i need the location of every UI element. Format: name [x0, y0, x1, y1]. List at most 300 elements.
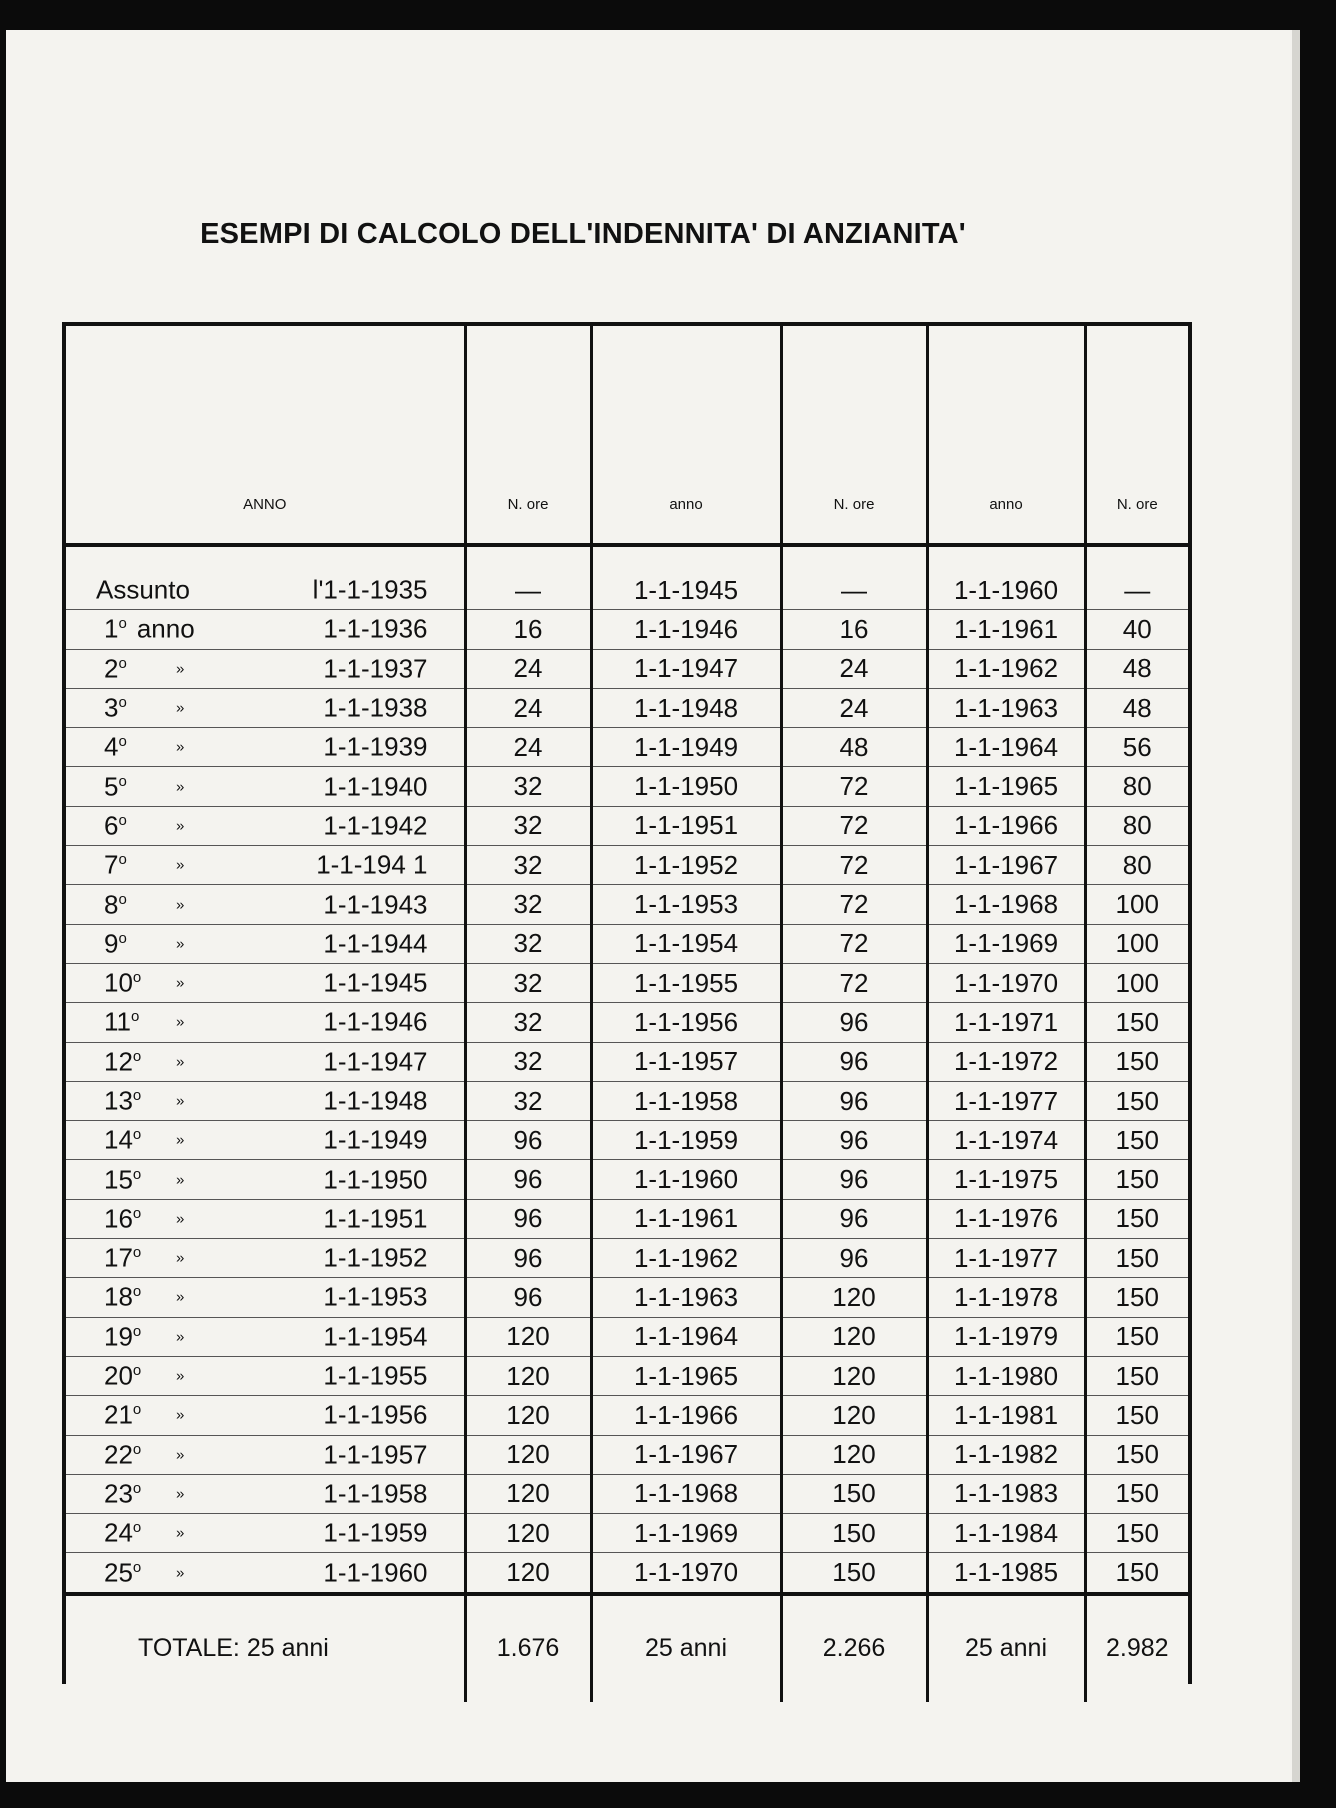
hours-cell-3: 80: [1085, 806, 1188, 845]
ditto-mark: »: [176, 699, 185, 717]
ditto-mark: »: [176, 1485, 185, 1503]
table-row: [66, 1396, 1188, 1435]
year-ordinal: [104, 771, 127, 802]
ordinal-sup: o: [118, 615, 127, 633]
date-cell-3: 1-1-1967: [927, 846, 1085, 885]
date-cell-3: 1-1-1961: [927, 610, 1085, 649]
ordinal-number: 12: [104, 1046, 133, 1077]
table-row: [66, 1042, 1188, 1081]
ditto-mark: »: [176, 856, 185, 874]
year-date: 1-1-1949: [323, 1124, 428, 1155]
ditto-mark: »: [176, 1446, 185, 1464]
ordinal-number: 22: [104, 1439, 133, 1470]
table-row: [66, 1356, 1188, 1395]
hours-cell-1: 120: [465, 1553, 591, 1594]
year-ordinal: [104, 889, 127, 920]
hours-cell-2: 72: [781, 806, 927, 845]
table-row: [66, 1435, 1188, 1474]
year-ordinal: [104, 968, 141, 999]
date-cell-3: 1-1-1980: [927, 1356, 1085, 1395]
date-cell-2: 1-1-1947: [591, 649, 781, 688]
hours-cell-1: 96: [465, 1239, 591, 1278]
ditto-mark: »: [176, 1249, 185, 1267]
table-row: [66, 806, 1188, 845]
year-cell: [66, 1042, 465, 1081]
header-ore-3: N. ore: [1085, 326, 1188, 545]
ordinal-number: 20: [104, 1360, 133, 1391]
hours-cell-3: 100: [1085, 885, 1188, 924]
year-ordinal: [104, 1282, 141, 1313]
ordinal-number: 19: [104, 1321, 133, 1352]
ordinal-sup: o: [132, 1047, 142, 1065]
ordinal-sup: o: [132, 1165, 142, 1183]
date-cell-3: 1-1-1968: [927, 885, 1085, 924]
ordinal-number: 2: [104, 653, 119, 684]
date-cell-2: 1-1-1966: [591, 1396, 781, 1435]
ordinal-sup: o: [132, 1322, 142, 1340]
table-row: [66, 649, 1188, 688]
date-cell-3: 1-1-1981: [927, 1396, 1085, 1435]
date-cell-2: 1-1-1951: [591, 806, 781, 845]
ordinal-sup: o: [132, 1519, 142, 1537]
hours-cell-2: 96: [781, 1081, 927, 1120]
year-ordinal: [104, 1046, 141, 1077]
year-ordinal: [104, 653, 127, 684]
date-cell-3: 1-1-1966: [927, 806, 1085, 845]
hours-cell-1: 96: [465, 1121, 591, 1160]
hours-cell-3: 150: [1085, 1121, 1188, 1160]
ordinal-number: 6: [104, 810, 119, 841]
ordinal-sup: o: [132, 1244, 142, 1262]
date-cell-2: 1-1-1968: [591, 1474, 781, 1513]
hours-cell-1: 32: [465, 1081, 591, 1120]
header-ore-1: N. ore: [465, 326, 591, 545]
hours-cell-1: 32: [465, 1042, 591, 1081]
table-row: [66, 1081, 1188, 1120]
date-cell-2: 1-1-1952: [591, 846, 781, 885]
ordinal-number: 1: [104, 613, 119, 644]
ordinal-sup: o: [131, 1008, 140, 1026]
year-date: 1-1-1952: [323, 1242, 428, 1273]
hours-cell-3: 150: [1085, 1474, 1188, 1513]
ordinal-number: 21: [104, 1399, 133, 1430]
ditto-mark: »: [176, 1210, 185, 1228]
year-ordinal: [104, 1203, 141, 1234]
ditto-mark: »: [176, 738, 185, 756]
ditto-mark: »: [176, 1053, 185, 1071]
date-cell-3: 1-1-1977: [927, 1239, 1085, 1278]
ordinal-number: 8: [104, 889, 119, 920]
year-ordinal: [104, 1361, 141, 1392]
hours-cell-3: 80: [1085, 767, 1188, 806]
year-cell: [66, 1474, 465, 1513]
date-cell-3: 1-1-1963: [927, 688, 1085, 727]
date-cell-3: 1-1-1979: [927, 1317, 1085, 1356]
totals-ore-1: 1.676: [465, 1594, 591, 1702]
hours-cell-3: 100: [1085, 924, 1188, 963]
ditto-mark: »: [176, 1013, 185, 1031]
row-label: Assunto: [96, 574, 190, 605]
year-ordinal: [104, 1518, 141, 1549]
hours-cell-3: 150: [1085, 1239, 1188, 1278]
year-ordinal: [104, 850, 127, 881]
ordinal-number: 23: [104, 1478, 133, 1509]
table-row: [66, 1003, 1188, 1042]
hours-cell-2: 96: [781, 1199, 927, 1238]
hours-cell-1: 32: [465, 767, 591, 806]
year-ordinal: [104, 1321, 141, 1352]
year-cell: [66, 728, 465, 767]
header-anno: ANNO: [66, 326, 465, 545]
hours-cell-1: 120: [465, 1474, 591, 1513]
hours-cell-2: 150: [781, 1474, 927, 1513]
ordinal-number: 13: [104, 1085, 133, 1116]
year-date: 1-1-1953: [323, 1281, 428, 1312]
hours-cell-1: 32: [465, 885, 591, 924]
year-ordinal: [104, 1243, 141, 1274]
totals-period-3: 25 anni: [927, 1594, 1085, 1702]
year-cell: [66, 1514, 465, 1553]
hours-cell-1: 32: [465, 806, 591, 845]
year-ordinal: [104, 1007, 139, 1038]
hours-cell-2: 24: [781, 649, 927, 688]
hours-cell-3: 150: [1085, 1081, 1188, 1120]
hours-cell-2: 120: [781, 1317, 927, 1356]
ordinal-sup: o: [132, 1086, 142, 1104]
ditto-mark: »: [176, 1367, 185, 1385]
totals-ore-2: 2.266: [781, 1594, 927, 1702]
ordinal-sup: o: [132, 1204, 142, 1222]
year-date: 1-1-1951: [323, 1203, 428, 1234]
ditto-mark: »: [176, 935, 185, 953]
ordinal-sup: o: [132, 1479, 142, 1497]
ordinal-sup: o: [132, 1126, 142, 1144]
year-date: 1-1-1946: [323, 1006, 428, 1037]
hours-cell-1: 16: [465, 610, 591, 649]
hours-cell-3: 56: [1085, 728, 1188, 767]
date-cell-2: 1-1-1946: [591, 610, 781, 649]
hours-cell-1: 96: [465, 1199, 591, 1238]
hours-cell-2: 96: [781, 1042, 927, 1081]
year-ordinal: [104, 732, 127, 763]
ordinal-number: 15: [104, 1164, 133, 1195]
ordinal-number: 7: [104, 849, 119, 880]
hours-cell-1: 32: [465, 924, 591, 963]
totals-label: TOTALE: 25 anni: [66, 1594, 465, 1702]
hours-cell-3: 150: [1085, 1278, 1188, 1317]
ordinal-sup: o: [118, 851, 127, 869]
hours-cell-2: 96: [781, 1239, 927, 1278]
table-row: [66, 885, 1188, 924]
year-date: 1-1-1938: [323, 692, 428, 723]
ordinal-number: 10: [104, 967, 133, 998]
ordinal-number: 16: [104, 1203, 133, 1234]
ditto-mark: »: [176, 1524, 185, 1542]
year-date: 1-1-1950: [323, 1164, 428, 1195]
hours-cell-1: 120: [465, 1396, 591, 1435]
year-date: 1-1-1947: [323, 1046, 428, 1077]
year-ordinal: [104, 1086, 141, 1117]
year-ordinal: [104, 614, 195, 645]
year-cell: [66, 1239, 465, 1278]
hours-cell-3: 150: [1085, 1160, 1188, 1199]
year-date: 1-1-1956: [323, 1399, 428, 1430]
year-cell: [66, 1317, 465, 1356]
hours-cell-3: 40: [1085, 610, 1188, 649]
hours-cell-1: 32: [465, 1003, 591, 1042]
ordinal-sup: o: [132, 968, 142, 986]
date-cell-3: 1-1-1975: [927, 1160, 1085, 1199]
year-cell: [66, 1396, 465, 1435]
hours-cell-1: 24: [465, 728, 591, 767]
hours-cell-2: 72: [781, 885, 927, 924]
hours-cell-3: 48: [1085, 688, 1188, 727]
ordinal-sup: o: [118, 733, 127, 751]
hours-cell-1: 24: [465, 649, 591, 688]
year-cell: [66, 1199, 465, 1238]
hours-cell-2: 72: [781, 767, 927, 806]
year-date: 1-1-1954: [323, 1321, 428, 1352]
hours-cell-1: 96: [465, 1160, 591, 1199]
ditto-mark: »: [176, 896, 185, 914]
hours-cell-1: 120: [465, 1514, 591, 1553]
year-ordinal: [104, 1400, 141, 1431]
date-cell-2: 1-1-1962: [591, 1239, 781, 1278]
table-row: [66, 1474, 1188, 1513]
year-date: 1-1-1944: [323, 928, 428, 959]
date-cell-3: 1-1-1970: [927, 963, 1085, 1002]
header-anno-3: anno: [927, 326, 1085, 545]
header-row: [66, 326, 1188, 545]
hours-cell-1: —: [465, 545, 591, 610]
date-cell-2: 1-1-1950: [591, 767, 781, 806]
year-ordinal: [104, 1478, 141, 1509]
table-row: [66, 545, 1188, 610]
table-row: [66, 1553, 1188, 1594]
date-cell-3: 1-1-1960: [927, 545, 1085, 610]
ordinal-suffix: anno: [136, 613, 195, 644]
date-cell-3: 1-1-1971: [927, 1003, 1085, 1042]
year-cell: [66, 1278, 465, 1317]
hours-cell-2: 120: [781, 1435, 927, 1474]
table-row: [66, 728, 1188, 767]
date-cell-3: 1-1-1965: [927, 767, 1085, 806]
hours-cell-1: 96: [465, 1278, 591, 1317]
hours-cell-2: 72: [781, 924, 927, 963]
ordinal-sup: o: [118, 811, 127, 829]
table-row: [66, 846, 1188, 885]
year-date: 1-1-1940: [323, 771, 428, 802]
hours-cell-1: 120: [465, 1435, 591, 1474]
hours-cell-2: 150: [781, 1553, 927, 1594]
year-date: 1-1-1960: [323, 1557, 428, 1588]
year-cell: [66, 767, 465, 806]
ordinal-sup: o: [132, 1440, 142, 1458]
year-ordinal: [104, 928, 127, 959]
date-cell-3: 1-1-1964: [927, 728, 1085, 767]
hours-cell-3: 150: [1085, 1042, 1188, 1081]
date-cell-3: 1-1-1974: [927, 1121, 1085, 1160]
year-date: 1-1-1942: [323, 810, 428, 841]
year-cell: [66, 1435, 465, 1474]
date-cell-2: 1-1-1956: [591, 1003, 781, 1042]
hours-cell-1: 120: [465, 1356, 591, 1395]
date-cell-3: 1-1-1976: [927, 1199, 1085, 1238]
hours-cell-2: 72: [781, 963, 927, 1002]
ordinal-sup: o: [118, 772, 127, 790]
date-cell-2: 1-1-1960: [591, 1160, 781, 1199]
table-row: [66, 1121, 1188, 1160]
hours-cell-2: 16: [781, 610, 927, 649]
date-cell-3: 1-1-1984: [927, 1514, 1085, 1553]
table-row: [66, 924, 1188, 963]
hours-cell-2: 72: [781, 846, 927, 885]
ordinal-sup: o: [118, 693, 127, 711]
date-cell-2: 1-1-1955: [591, 963, 781, 1002]
date-cell-2: 1-1-1954: [591, 924, 781, 963]
hours-cell-3: 150: [1085, 1003, 1188, 1042]
hours-cell-3: 150: [1085, 1396, 1188, 1435]
ditto-mark: »: [176, 1171, 185, 1189]
year-cell: [66, 806, 465, 845]
totals-period-2: 25 anni: [591, 1594, 781, 1702]
ditto-mark: »: [176, 1288, 185, 1306]
date-cell-2: 1-1-1949: [591, 728, 781, 767]
seniority-table-grid: [66, 326, 1188, 1702]
year-date: 1-1-1958: [323, 1478, 428, 1509]
hours-cell-3: 100: [1085, 963, 1188, 1002]
year-date: 1-1-1937: [323, 653, 428, 684]
year-date: 1-1-1939: [323, 731, 428, 762]
year-ordinal: [104, 1125, 141, 1156]
hours-cell-1: 32: [465, 846, 591, 885]
hours-cell-2: 150: [781, 1514, 927, 1553]
table-row: [66, 963, 1188, 1002]
date-cell-3: 1-1-1972: [927, 1042, 1085, 1081]
date-cell-2: 1-1-1961: [591, 1199, 781, 1238]
ditto-mark: »: [176, 1328, 185, 1346]
ordinal-number: 5: [104, 771, 119, 802]
hours-cell-3: —: [1085, 545, 1188, 610]
ditto-mark: »: [176, 778, 185, 796]
ordinal-number: 24: [104, 1517, 133, 1548]
ditto-mark: »: [176, 1406, 185, 1424]
ordinal-number: 4: [104, 731, 119, 762]
year-cell: [66, 1356, 465, 1395]
date-cell-2: 1-1-1957: [591, 1042, 781, 1081]
hours-cell-3: 80: [1085, 846, 1188, 885]
year-cell: [66, 1553, 465, 1594]
hours-cell-3: 150: [1085, 1435, 1188, 1474]
date-cell-2: 1-1-1953: [591, 885, 781, 924]
table-row: [66, 1239, 1188, 1278]
date-cell-2: 1-1-1959: [591, 1121, 781, 1160]
year-date: 1-1-1936: [323, 613, 428, 644]
year-date: l'1-1-1935: [312, 574, 428, 605]
year-cell: [66, 1121, 465, 1160]
year-ordinal: [104, 1164, 141, 1195]
date-cell-3: 1-1-1969: [927, 924, 1085, 963]
hours-cell-2: 120: [781, 1396, 927, 1435]
year-date: 1-1-1957: [323, 1439, 428, 1470]
ordinal-number: 17: [104, 1242, 133, 1273]
hours-cell-3: 150: [1085, 1199, 1188, 1238]
ditto-mark: »: [176, 974, 185, 992]
date-cell-3: 1-1-1978: [927, 1278, 1085, 1317]
year-cell: [66, 885, 465, 924]
hours-cell-2: 96: [781, 1003, 927, 1042]
date-cell-2: 1-1-1967: [591, 1435, 781, 1474]
hours-cell-3: 150: [1085, 1356, 1188, 1395]
hours-cell-2: 120: [781, 1278, 927, 1317]
year-date: 1-1-1955: [323, 1360, 428, 1391]
date-cell-2: 1-1-1963: [591, 1278, 781, 1317]
table-row: [66, 1514, 1188, 1553]
ordinal-number: 25: [104, 1557, 133, 1588]
date-cell-3: 1-1-1985: [927, 1553, 1085, 1594]
ditto-mark: »: [176, 1092, 185, 1110]
hours-cell-2: 24: [781, 688, 927, 727]
page-edge: [1292, 30, 1300, 1782]
date-cell-2: 1-1-1969: [591, 1514, 781, 1553]
hours-cell-3: 48: [1085, 649, 1188, 688]
table-row: [66, 767, 1188, 806]
ditto-mark: »: [176, 1564, 185, 1582]
year-date: 1-1-194 1: [316, 849, 428, 880]
hours-cell-1: 32: [465, 963, 591, 1002]
hours-cell-2: —: [781, 545, 927, 610]
year-ordinal: [104, 810, 127, 841]
year-cell: [66, 649, 465, 688]
year-cell: [66, 1003, 465, 1042]
date-cell-2: 1-1-1958: [591, 1081, 781, 1120]
table-row: [66, 688, 1188, 727]
hours-cell-3: 150: [1085, 1317, 1188, 1356]
date-cell-2: 1-1-1945: [591, 545, 781, 610]
year-cell: [66, 1081, 465, 1120]
ordinal-sup: o: [132, 1401, 142, 1419]
ordinal-sup: o: [118, 654, 127, 672]
date-cell-3: 1-1-1962: [927, 649, 1085, 688]
year-cell: [66, 1160, 465, 1199]
ordinal-number: 9: [104, 928, 119, 959]
ordinal-sup: o: [118, 929, 127, 947]
ordinal-sup: o: [132, 1558, 142, 1576]
year-date: 1-1-1943: [323, 889, 428, 920]
ordinal-number: 3: [104, 692, 119, 723]
year-ordinal: [104, 693, 127, 724]
ordinal-sup: o: [132, 1361, 142, 1379]
ordinal-number: 11: [104, 1006, 131, 1037]
hours-cell-3: 150: [1085, 1514, 1188, 1553]
hours-cell-2: 48: [781, 728, 927, 767]
year-date: 1-1-1959: [323, 1517, 428, 1548]
table-row: [66, 1278, 1188, 1317]
year-cell: [66, 610, 465, 649]
table-body: [66, 545, 1188, 1594]
header-ore-2: N. ore: [781, 326, 927, 545]
ditto-mark: »: [176, 817, 185, 835]
hours-cell-1: 120: [465, 1317, 591, 1356]
date-cell-3: 1-1-1977: [927, 1081, 1085, 1120]
year-ordinal: [104, 1439, 141, 1470]
document-title: ESEMPI DI CALCOLO DELL'INDENNITA' DI ANZIANITA': [200, 218, 966, 250]
date-cell-2: 1-1-1964: [591, 1317, 781, 1356]
year-cell: [66, 924, 465, 963]
year-cell: [66, 688, 465, 727]
hours-cell-2: 120: [781, 1356, 927, 1395]
ordinal-sup: o: [132, 1283, 142, 1301]
